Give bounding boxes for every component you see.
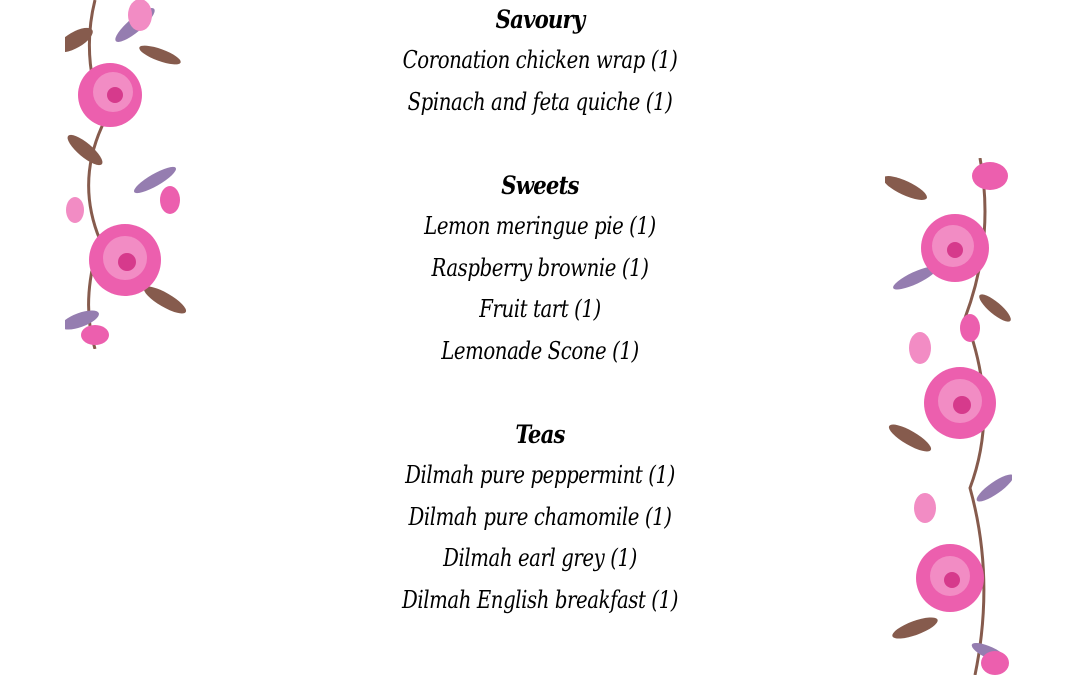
- floral-illustration-left: [65, 0, 190, 349]
- menu-item: Dilmah English breakfast (1): [402, 585, 678, 614]
- menu-item: Lemonade Scone (1): [441, 336, 639, 365]
- menu-item: Dilmah pure peppermint (1): [405, 461, 675, 489]
- floral-border-left: [65, 0, 190, 349]
- section-savoury: [240, 0, 840, 123]
- section-teas: [240, 415, 840, 621]
- section-title: Savoury: [495, 5, 585, 34]
- menu-item: Dilmah pure chamomile (1): [408, 502, 672, 531]
- menu-item: Fruit tart (1): [479, 295, 601, 323]
- menu-item: Dilmah earl grey (1): [443, 544, 637, 572]
- menu-item: Coronation chicken wrap (1): [402, 46, 678, 74]
- menu-item: Raspberry brownie (1): [431, 253, 649, 282]
- floral-border-right: [885, 158, 1012, 675]
- section-title: Sweets: [501, 171, 579, 200]
- menu-content: [240, 0, 840, 621]
- menu-item: Lemon meringue pie (1): [424, 212, 656, 240]
- section-title: Teas: [515, 420, 565, 449]
- menu-item: Spinach and feta quiche (1): [407, 87, 673, 116]
- floral-illustration-right: [885, 158, 1012, 675]
- section-sweets: [240, 166, 840, 372]
